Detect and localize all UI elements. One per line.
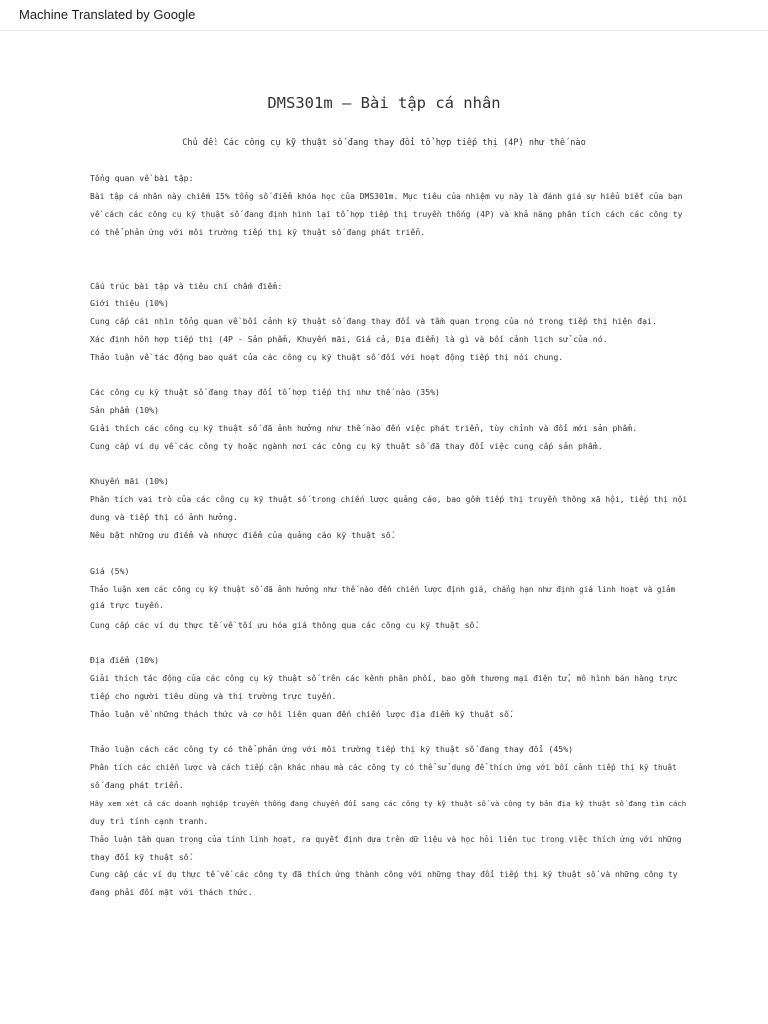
paragraph-line: Nêu bật những ưu điểm và nhược điểm của quảng cáo kỹ thuật số. <box>90 530 396 540</box>
paragraph-line: Thảo luận tầm quan trọng của tính linh hoạt, ra quyết định dựa trên dữ liệu và học hỏi liên tục trong việc thích ứng với những <box>90 835 682 844</box>
paragraph-line: Bài tập cá nhân này chiếm 15% tổng số điểm khóa học của DMS301m. Mục tiêu của nhiệm vụ này là đánh giá sự hiểu biết của bạn <box>90 192 683 201</box>
section-heading: Cấu trúc bài tập và tiêu chí chấm điểm: <box>90 281 283 291</box>
subsection-heading: Giới thiệu (10%) <box>90 298 169 308</box>
paragraph-line: tiếp cho người tiêu dùng và thị trường trực tuyến. <box>90 691 337 701</box>
paragraph-line: Giải thích tác động của các công cụ kỹ thuật số trên các kênh phân phối, bao gồm thương mại điện tử, mô hình bán hàng trực <box>90 674 678 683</box>
paragraph-line: thay đổi kỹ thuật số. <box>90 852 194 862</box>
paragraph-line: Phân tích các chiến lược và cách tiếp cận khác nhau mà các công ty có thể sử dụng để thích ứng với bối cảnh tiếp thị kỹ thuật <box>90 763 677 772</box>
overview-heading: Tổng quan về bài tập: <box>90 173 194 183</box>
paragraph-line: Thảo luận về những thách thức và cơ hội liên quan đến chiến lược địa điểm kỹ thuật số. <box>90 709 514 719</box>
paragraph-line: Phân tích vai trò của các công cụ kỹ thuật số trong chiến lược quảng cáo, bao gồm tiếp thị truyền thông xã hội, tiếp thị nội <box>90 495 688 504</box>
paragraph-line: giá trực tuyến. <box>90 600 164 610</box>
document-title: DMS301m – Bài tập cá nhân <box>267 94 501 112</box>
paragraph-line: số đang phát triển. <box>90 780 184 790</box>
paragraph-line: Giải thích các công cụ kỹ thuật số đã ảnh hưởng như thế nào đến việc phát triển, tùy chỉnh và đổi mới sản phẩm. <box>90 423 638 433</box>
paragraph-line: duy trì tính cạnh tranh. <box>90 816 209 826</box>
section-heading: Các công cụ kỹ thuật số đang thay đổi tổ hợp tiếp thị như thế nào (35%) <box>90 387 440 397</box>
paragraph-line: về cách các công cụ kỹ thuật số đang định hình lại tổ hợp tiếp thị truyền thống (4P) và khả năng phân tích cách các công ty <box>90 210 683 219</box>
paragraph-line: Thảo luận xem các công cụ kỹ thuật số đã ảnh hưởng như thế nào đến chiến lược định giá, chẳng hạn như định giá linh hoạt và giảm <box>90 585 676 594</box>
machine-translation-banner <box>0 0 768 31</box>
paragraph-line: Cung cấp cái nhìn tổng quan về bối cảnh kỹ thuật số đang thay đổi và tầm quan trọng của nó trong tiếp thị hiện đại. <box>90 316 657 326</box>
subsection-heading: Sản phẩm (10%) <box>90 405 160 415</box>
paragraph-line: Hãy xem xét cả các doanh nghiệp truyền thống đang chuyển đổi sang các công ty kỹ thuật số và công ty bản địa kỹ thuật số đang tìm cách <box>90 799 687 808</box>
paragraph-line: Cung cấp các ví dụ thực tế về các công ty đã thích ứng thành công với những thay đổi tiếp thị kỹ thuật số và những công ty <box>90 870 678 879</box>
subsection-heading: Địa điểm (10%) <box>90 655 160 665</box>
paragraph-line: Xác định hỗn hợp tiếp thị (4P - Sản phẩm, Khuyến mãi, Giá cả, Địa điểm) là gì và bối cảnh lịch sử của nó. <box>90 334 608 344</box>
paragraph-line: dung và tiếp thị có ảnh hưởng. <box>90 512 238 522</box>
subsection-heading: Giá (5%) <box>90 566 130 576</box>
subsection-heading: Khuyến mãi (10%) <box>90 476 169 486</box>
section-heading: Thảo luận cách các công ty có thể phản ứng với môi trường tiếp thị kỹ thuật số đang thay đổi (45%) <box>90 744 574 754</box>
paragraph-line: Cung cấp ví dụ về các công ty hoặc ngành nơi các công cụ kỹ thuật số đã thay đổi việc cung cấp sản phẩm. <box>90 441 603 451</box>
paragraph-line: Thảo luận về tác động bao quát của các công cụ kỹ thuật số đối với hoạt động tiếp thị nói chung. <box>90 352 564 362</box>
paragraph-line: có thể phản ứng với môi trường tiếp thị kỹ thuật số đang phát triển. <box>90 227 426 237</box>
document-subtitle: Chủ đề: Các công cụ kỹ thuật số đang thay đổi tổ hợp tiếp thị (4P) như thế nào <box>182 138 586 148</box>
paragraph-line: Cung cấp các ví dụ thực tế về tối ưu hóa giá thông qua các công cụ kỹ thuật số. <box>90 620 480 630</box>
banner-label: Machine Translated by Google <box>19 7 196 22</box>
paragraph-line: đang phải đối mặt với thách thức. <box>90 887 253 897</box>
